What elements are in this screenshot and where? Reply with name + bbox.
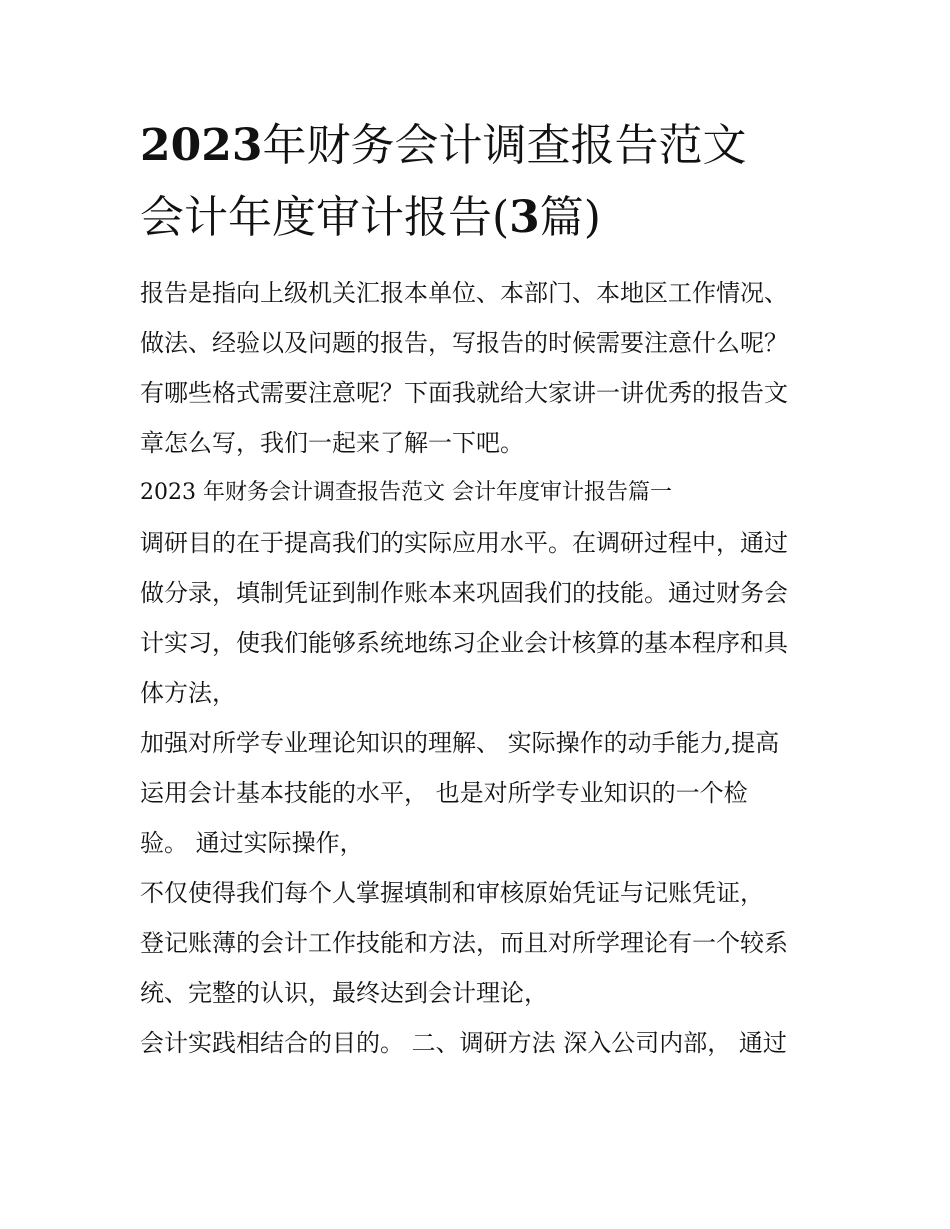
body-line: 调研目的在于提高我们的实际应用水平。在调研过程中，通过 [140,529,788,557]
body-line: 报告是指向上级机关汇报本单位、本部门、本地区工作情况、 [140,279,788,307]
body-line: 运用会计基本技能的水平， 也是对所学专业知识的一个检 [140,779,748,807]
title-count: 3 [509,192,540,243]
document-title [140,110,820,254]
title-text-2: 会计年度审计报告( [140,192,510,243]
document-body [140,268,820,1068]
body-line: 章怎么写，我们一起来了解一下吧。 [140,429,524,457]
title-text-1: 年财务会计调查报告范文 [262,120,747,171]
body-line: 登记账薄的会计工作技能和方法，而且对所学理论有一个较系 [140,929,788,957]
body-line: 加强对所学专业理论知识的理解、 实际操作的动手能力,提高 [140,729,780,757]
body-line: 统、完整的认识，最终达到会计理论， [140,979,548,1007]
title-line-1 [140,110,820,182]
body-line: 做分录，填制凭证到制作账本来巩固我们的技能。通过财务会 [140,579,788,607]
body-line: 验。 通过实际操作， [140,829,364,857]
body-line: 不仅使得我们每个人掌握填制和审核原始凭证与记账凭证， [140,879,764,907]
section-heading: 2023 年财务会计调查报告范文 会计年度审计报告篇一 [140,480,672,505]
document-page [140,110,820,1068]
body-line: 做法、经验以及问题的报告，写报告的时候需要注意什么呢？ [140,329,788,357]
title-year: 2023 [140,120,263,171]
body-line: 体方法， [140,679,236,707]
body-line: 会计实践相结合的目的。 二、调研方法 深入公司内部， 通过 [140,1029,787,1057]
title-text-3: 篇) [539,192,601,243]
body-line: 有哪些格式需要注意呢？下面我就给大家讲一讲优秀的报告文 [140,379,788,407]
body-line: 计实习，使我们能够系统地练习企业会计核算的基本程序和具 [140,629,788,657]
title-line-2 [140,182,820,254]
